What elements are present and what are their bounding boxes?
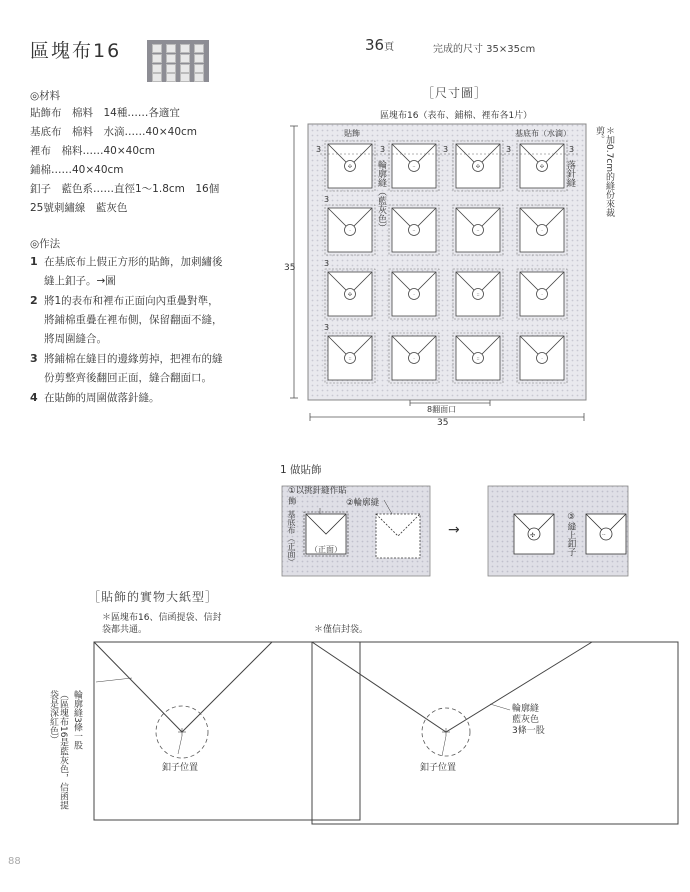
material-line: 基底布 棉料 水滴……40×40cm	[30, 126, 198, 138]
svg-text:·: ·	[413, 356, 415, 362]
step1-base-label: 基底布（正面）	[287, 510, 296, 566]
base-fabric-label: 基底布（水滴）	[515, 129, 571, 138]
step1-sub3: ③縫上釦子	[566, 512, 576, 556]
quilt-stitch-label: 落針縫	[565, 160, 575, 187]
applique-envelope	[453, 333, 503, 383]
opening-label: 8翻面口	[427, 405, 457, 414]
applique-envelope	[453, 141, 503, 191]
svg-text:::: ::	[476, 356, 480, 362]
applique-label: 貼飾	[344, 129, 360, 138]
applique-envelope	[453, 205, 503, 255]
seam-note: ＊加0.7cm的縫份來裁剪。	[594, 126, 614, 218]
applique-envelope	[453, 269, 503, 319]
applique-envelope	[389, 205, 439, 255]
svg-text:··: ··	[602, 532, 606, 539]
materials-list	[30, 104, 219, 218]
page-number: 88	[8, 856, 21, 867]
dim-3-label: 3	[506, 145, 512, 154]
dim-3-label: 3	[316, 145, 322, 154]
applique-envelope	[517, 333, 567, 383]
svg-text:::: ::	[348, 356, 352, 362]
size-diagram-heading: ［尺寸圖］	[422, 86, 488, 100]
svg-text:··: ··	[476, 228, 480, 234]
step-3: 3 將鋪棉在縫目的邊緣剪掉，把裡布的縫	[30, 352, 223, 365]
step-2: 2 將1的表布和裡布正面向內重疊對準，	[30, 294, 219, 307]
template-left-button-label: 釦子位置	[162, 763, 199, 773]
template-diagram	[90, 638, 680, 828]
dim-3-label: 3	[443, 145, 449, 154]
applique-envelope	[517, 269, 567, 319]
template-note-left: ＊區塊布16、信函提袋、信封袋都共通。	[102, 613, 222, 635]
applique-envelope	[325, 333, 375, 383]
step-2-line: 將鋪棉重疊在裡布側，保留翻面不縫，	[44, 314, 223, 326]
step-1: 1 在基底布上假正方形的貼飾，加刺繡後	[30, 255, 223, 268]
svg-text:·: ·	[541, 356, 543, 362]
applique-envelope	[389, 141, 439, 191]
applique-envelope	[517, 205, 567, 255]
template-heading: ［貼飾的實物大紙型］	[88, 590, 219, 604]
step1-arrow: →	[448, 522, 460, 538]
applique-envelope	[325, 205, 375, 255]
applique-envelope	[389, 269, 439, 319]
svg-text:::: ::	[476, 292, 480, 298]
template-right-label1: 輪廓縫	[512, 704, 540, 714]
svg-text:✣: ✣	[347, 164, 353, 170]
template-left-flap	[94, 642, 272, 732]
dim-width-label: 35	[437, 418, 449, 428]
svg-text:··: ··	[412, 164, 416, 170]
step1-sub2: ②輪廓縫	[346, 498, 380, 508]
finished-size: 完成的尺寸 35×35cm	[433, 44, 536, 55]
template-left-label2: （區塊布16是藍灰色，信函提袋是深紅色）	[48, 690, 68, 810]
page-reference: 36頁	[365, 36, 395, 54]
dim-height-label: 35	[284, 263, 296, 273]
svg-text:·: ·	[541, 292, 543, 298]
template-right-button-label: 釦子位置	[420, 763, 457, 773]
material-line: 鋪棉……40×40cm	[30, 164, 124, 176]
svg-text:✣: ✣	[347, 292, 353, 298]
svg-text:·: ·	[413, 292, 415, 298]
svg-text:·: ·	[541, 228, 543, 234]
outline-stitch-label: 輪廓縫（藍灰色）	[376, 160, 386, 232]
svg-text:✣: ✣	[475, 164, 481, 170]
dim-3-label: 3	[324, 195, 330, 204]
template-right-labels	[512, 704, 545, 737]
material-line: 裡布 棉料……40×40cm	[30, 145, 156, 157]
svg-text:✣: ✣	[539, 164, 545, 170]
applique-envelope	[517, 141, 567, 191]
page-title: 區塊布16	[30, 40, 122, 62]
svg-text:✣: ✣	[530, 532, 536, 539]
material-line: 釦子 藍色系……直徑1～1.8cm 16個	[30, 183, 220, 195]
step-1-line: 縫上釦子。→圖	[44, 275, 116, 287]
dim-3-label: 3	[569, 145, 575, 154]
dim-3-label: 3	[380, 145, 386, 154]
material-line: 貼飾布 棉料 14種……各適宜	[30, 107, 180, 119]
dim-3-label: 3	[324, 259, 330, 268]
applique-envelope	[325, 141, 375, 191]
step1-heading: 1 做貼飾	[280, 464, 322, 476]
step1-front-label: （正面）	[310, 545, 342, 554]
method-steps	[30, 252, 270, 408]
template-left-square	[94, 642, 360, 820]
template-note-right: ＊僅信封袋。	[314, 625, 369, 635]
applique-envelope	[325, 269, 375, 319]
method-heading: ◎作法	[30, 238, 61, 250]
step-2-line: 將周圍縫合。	[44, 333, 107, 345]
template-left-label1: 輪廓縫3條一股	[72, 690, 82, 750]
dim-3-label: 3	[324, 323, 330, 332]
step-3-line: 份剪整齊後翻回正面，縫合翻面口。	[44, 372, 212, 384]
size-diagram-subtitle: 區塊布16（表布、鋪棉、裡布各1片）	[380, 111, 533, 121]
materials-heading: ◎材料	[30, 90, 61, 102]
step-4: 4 在貼飾的周圍做落針縫。	[30, 391, 160, 404]
template-right-rect	[312, 642, 678, 824]
template-right-label2: 藍灰色	[512, 715, 540, 725]
block-thumbnail	[147, 40, 209, 82]
svg-text:·: ·	[349, 228, 351, 234]
template-right-flap	[312, 642, 592, 732]
material-line: 25號刺繡線 藍灰色	[30, 202, 128, 214]
step1-sub1: ①以挑針縫作貼飾	[288, 486, 347, 507]
template-right-label3: 3條一股	[512, 726, 545, 736]
svg-text:··: ··	[412, 228, 416, 234]
applique-envelope	[389, 333, 439, 383]
